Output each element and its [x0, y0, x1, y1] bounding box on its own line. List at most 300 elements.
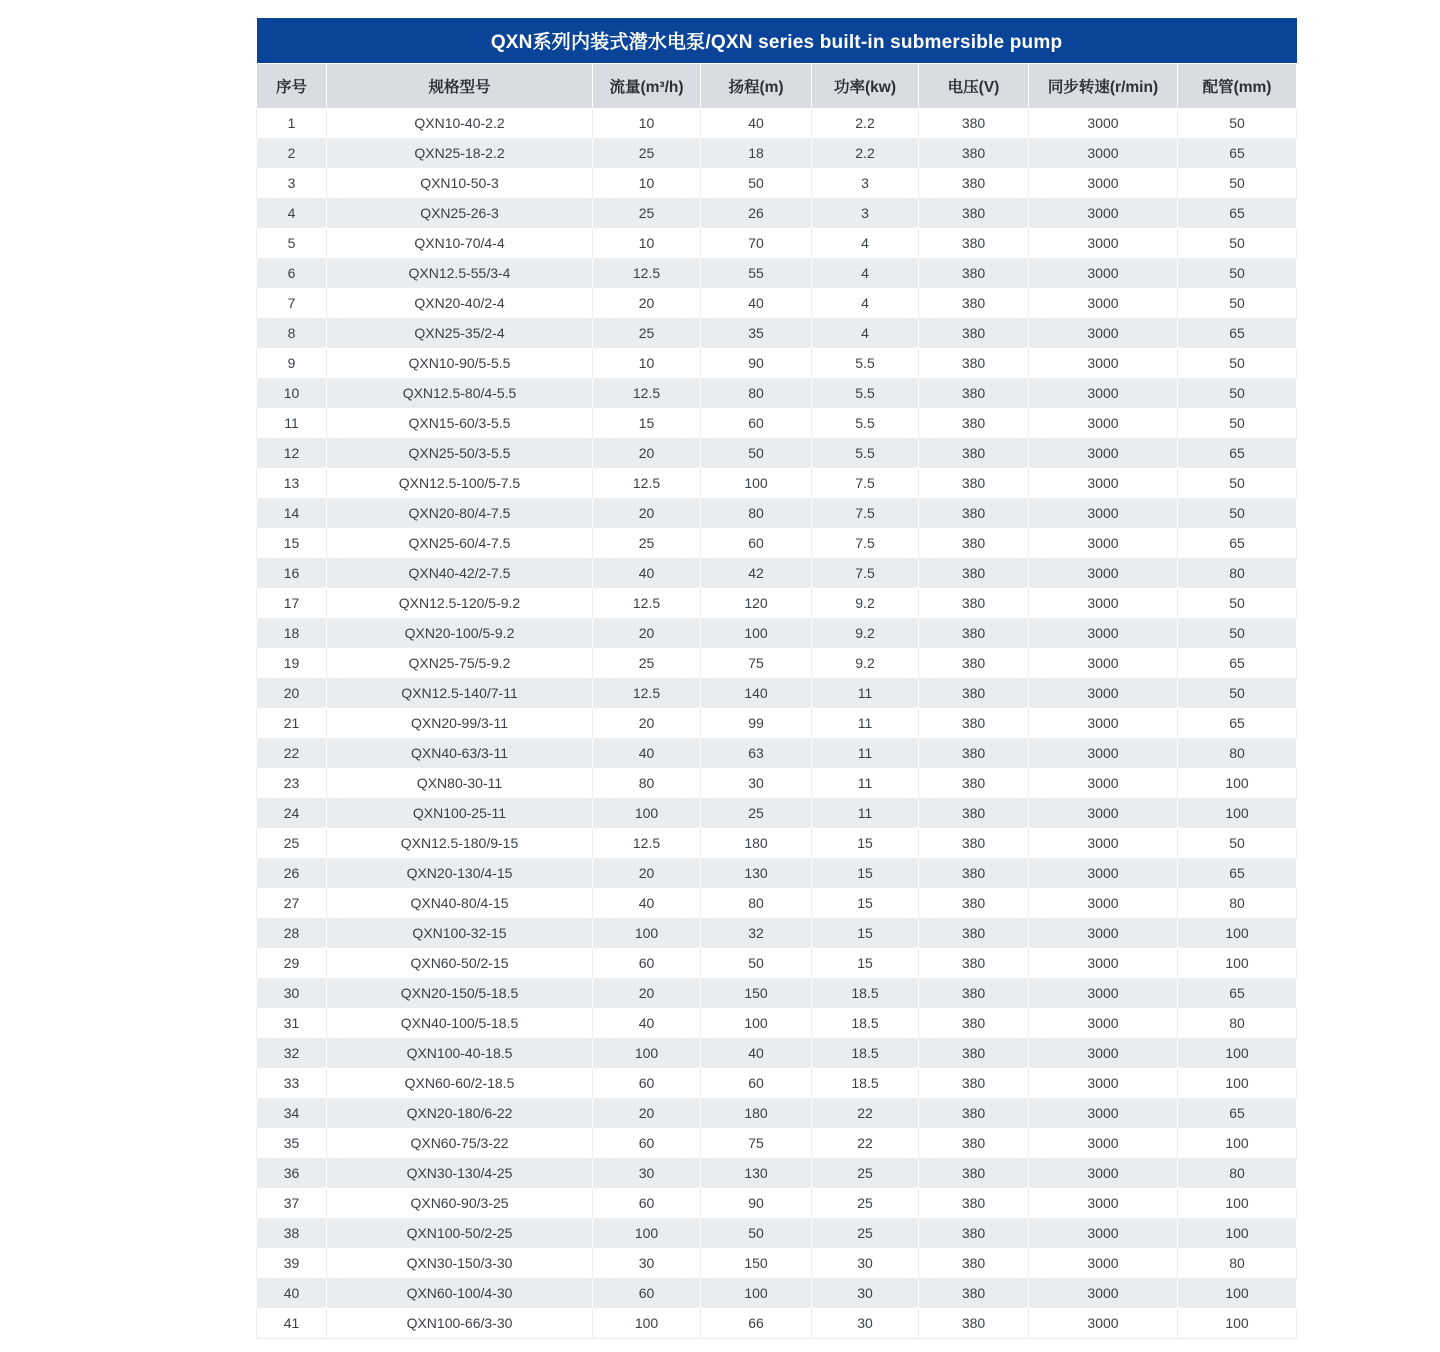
table-cell: QXN40-100/5-18.5: [327, 1008, 593, 1038]
table-cell: 10: [593, 168, 701, 198]
table-cell: 30: [257, 978, 327, 1008]
table-header-row: [257, 63, 1297, 108]
table-row: [257, 858, 1297, 888]
table-cell: QXN60-50/2-15: [327, 948, 593, 978]
table-cell: 80: [701, 498, 812, 528]
table-cell: 65: [1178, 198, 1297, 228]
table-cell: 380: [919, 288, 1029, 318]
column-header: 序号: [257, 63, 327, 108]
table-cell: 50: [1178, 378, 1297, 408]
table-cell: 65: [1178, 648, 1297, 678]
table-cell: 3000: [1029, 1068, 1178, 1098]
table-cell: 32: [257, 1038, 327, 1068]
table-cell: 3000: [1029, 168, 1178, 198]
table-row: [257, 288, 1297, 318]
table-cell: 80: [701, 888, 812, 918]
table-cell: 380: [919, 138, 1029, 168]
table-cell: 32: [701, 918, 812, 948]
table-cell: 50: [701, 168, 812, 198]
table-cell: 50: [1178, 618, 1297, 648]
table-cell: 50: [1178, 228, 1297, 258]
table-cell: 65: [1178, 708, 1297, 738]
table-row: [257, 888, 1297, 918]
table-cell: 75: [701, 648, 812, 678]
table-cell: 25: [593, 138, 701, 168]
table-cell: 3000: [1029, 228, 1178, 258]
table-cell: 20: [593, 498, 701, 528]
table-cell: QXN10-90/5-5.5: [327, 348, 593, 378]
table-row: [257, 378, 1297, 408]
table-cell: 50: [1178, 258, 1297, 288]
table-cell: 50: [701, 438, 812, 468]
table-cell: 26: [257, 858, 327, 888]
table-cell: 3000: [1029, 1008, 1178, 1038]
table-cell: 60: [593, 1068, 701, 1098]
table-cell: 380: [919, 798, 1029, 828]
table-cell: QXN100-66/3-30: [327, 1308, 593, 1338]
table-cell: 380: [919, 108, 1029, 138]
table-cell: QXN25-75/5-9.2: [327, 648, 593, 678]
table-cell: 80: [593, 768, 701, 798]
table-cell: QXN30-130/4-25: [327, 1158, 593, 1188]
table-row: [257, 1068, 1297, 1098]
table-cell: 50: [1178, 408, 1297, 438]
table-cell: QXN60-90/3-25: [327, 1188, 593, 1218]
table-cell: QXN10-50-3: [327, 168, 593, 198]
table-cell: 25: [812, 1158, 919, 1188]
table-cell: 31: [257, 1008, 327, 1038]
table-cell: 10: [257, 378, 327, 408]
table-cell: 3000: [1029, 1158, 1178, 1188]
table-cell: 22: [257, 738, 327, 768]
table-cell: QXN100-25-11: [327, 798, 593, 828]
table-cell: 100: [701, 1008, 812, 1038]
table-cell: 65: [1178, 978, 1297, 1008]
table-row: [257, 228, 1297, 258]
table-cell: 3000: [1029, 738, 1178, 768]
column-header: 扬程(m): [701, 63, 812, 108]
table-cell: 11: [812, 678, 919, 708]
table-cell: 3000: [1029, 798, 1178, 828]
table-cell: 180: [701, 828, 812, 858]
table-cell: 50: [1178, 468, 1297, 498]
table-cell: 11: [812, 708, 919, 738]
table-cell: 9.2: [812, 588, 919, 618]
table-cell: 380: [919, 348, 1029, 378]
table-cell: QXN20-180/6-22: [327, 1098, 593, 1128]
table-cell: 2.2: [812, 108, 919, 138]
table-cell: 18.5: [812, 1008, 919, 1038]
table-row: [257, 738, 1297, 768]
table-cell: 100: [593, 1038, 701, 1068]
table-cell: 380: [919, 768, 1029, 798]
table-row: [257, 168, 1297, 198]
table-cell: 90: [701, 1188, 812, 1218]
table-cell: 63: [701, 738, 812, 768]
table-cell: 20: [593, 438, 701, 468]
table-cell: 25: [257, 828, 327, 858]
table-cell: 3000: [1029, 138, 1178, 168]
pump-spec-table: [256, 18, 1297, 1339]
table-row: [257, 138, 1297, 168]
table-cell: QXN10-70/4-4: [327, 228, 593, 258]
table-cell: 3: [812, 198, 919, 228]
table-cell: 50: [1178, 678, 1297, 708]
table-cell: QXN60-100/4-30: [327, 1278, 593, 1308]
table-cell: 50: [701, 948, 812, 978]
table-cell: 5.5: [812, 348, 919, 378]
table-cell: 10: [593, 348, 701, 378]
table-cell: 380: [919, 1248, 1029, 1278]
table-cell: 30: [812, 1248, 919, 1278]
table-cell: 100: [1178, 1038, 1297, 1068]
table-cell: 380: [919, 498, 1029, 528]
table-cell: 40: [701, 108, 812, 138]
table-cell: 180: [701, 1098, 812, 1128]
table-cell: 15: [812, 828, 919, 858]
table-cell: 18: [257, 618, 327, 648]
table-cell: 9.2: [812, 648, 919, 678]
table-cell: 65: [1178, 528, 1297, 558]
table-cell: 65: [1178, 1098, 1297, 1128]
table-row: [257, 1158, 1297, 1188]
table-title: QXN系列内装式潜水电泵/QXN series built-in submersible pump: [257, 18, 1297, 63]
table-cell: 18.5: [812, 1038, 919, 1068]
table-cell: 3000: [1029, 558, 1178, 588]
table-cell: 20: [593, 288, 701, 318]
table-cell: QXN20-150/5-18.5: [327, 978, 593, 1008]
table-cell: 30: [593, 1158, 701, 1188]
table-cell: 18: [701, 138, 812, 168]
table-cell: 100: [1178, 768, 1297, 798]
table-cell: QXN20-99/3-11: [327, 708, 593, 738]
table-cell: QXN12.5-55/3-4: [327, 258, 593, 288]
table-cell: 7.5: [812, 558, 919, 588]
table-cell: 380: [919, 1308, 1029, 1338]
table-cell: 100: [1178, 1308, 1297, 1338]
table-cell: QXN15-60/3-5.5: [327, 408, 593, 438]
table-row: [257, 558, 1297, 588]
table-cell: 20: [593, 1098, 701, 1128]
table-cell: 24: [257, 798, 327, 828]
table-cell: QXN100-50/2-25: [327, 1218, 593, 1248]
table-row: [257, 1128, 1297, 1158]
table-cell: 380: [919, 168, 1029, 198]
table-cell: 15: [812, 948, 919, 978]
table-cell: 3000: [1029, 888, 1178, 918]
table-cell: 25: [812, 1218, 919, 1248]
table-cell: 60: [701, 1068, 812, 1098]
table-cell: 29: [257, 948, 327, 978]
table-row: [257, 1308, 1297, 1338]
table-cell: 40: [701, 1038, 812, 1068]
table-cell: 380: [919, 1158, 1029, 1188]
table-cell: 5.5: [812, 378, 919, 408]
table-row: [257, 798, 1297, 828]
table-cell: 100: [701, 618, 812, 648]
table-cell: 3000: [1029, 1188, 1178, 1218]
table-cell: 3000: [1029, 528, 1178, 558]
table-cell: 380: [919, 588, 1029, 618]
table-cell: 60: [593, 1128, 701, 1158]
table-cell: 380: [919, 1218, 1029, 1248]
table-cell: 10: [593, 228, 701, 258]
table-cell: 60: [593, 948, 701, 978]
table-cell: 380: [919, 828, 1029, 858]
table-cell: 2: [257, 138, 327, 168]
table-cell: 100: [1178, 1278, 1297, 1308]
table-cell: 3000: [1029, 708, 1178, 738]
table-row: [257, 588, 1297, 618]
table-cell: 380: [919, 978, 1029, 1008]
table-row: [257, 528, 1297, 558]
table-cell: 100: [1178, 1068, 1297, 1098]
table-cell: 27: [257, 888, 327, 918]
table-cell: 380: [919, 918, 1029, 948]
table-cell: QXN25-60/4-7.5: [327, 528, 593, 558]
table-cell: QXN12.5-140/7-11: [327, 678, 593, 708]
table-row: [257, 108, 1297, 138]
table-row: [257, 618, 1297, 648]
column-header: 同步转速(r/min): [1029, 63, 1178, 108]
table-cell: 3000: [1029, 408, 1178, 438]
table-row: [257, 408, 1297, 438]
table-cell: 3: [812, 168, 919, 198]
table-cell: QXN40-80/4-15: [327, 888, 593, 918]
table-cell: 380: [919, 708, 1029, 738]
table-cell: 3000: [1029, 1098, 1178, 1128]
table-cell: 20: [257, 678, 327, 708]
table-cell: 3000: [1029, 378, 1178, 408]
table-cell: 30: [812, 1278, 919, 1308]
table-cell: 3000: [1029, 918, 1178, 948]
table-cell: 20: [593, 858, 701, 888]
table-row: [257, 978, 1297, 1008]
table-cell: 34: [257, 1098, 327, 1128]
table-row: [257, 258, 1297, 288]
table-cell: 3000: [1029, 768, 1178, 798]
table-cell: QXN100-40-18.5: [327, 1038, 593, 1068]
table-cell: 2.2: [812, 138, 919, 168]
table-cell: 23: [257, 768, 327, 798]
table-cell: 50: [1178, 348, 1297, 378]
table-cell: 15: [812, 918, 919, 948]
table-cell: QXN12.5-80/4-5.5: [327, 378, 593, 408]
table-row: [257, 1218, 1297, 1248]
table-row: [257, 318, 1297, 348]
table-cell: 3000: [1029, 438, 1178, 468]
table-cell: 40: [701, 288, 812, 318]
table-cell: 3000: [1029, 648, 1178, 678]
table-row: [257, 1278, 1297, 1308]
table-row: [257, 1188, 1297, 1218]
table-cell: 33: [257, 1068, 327, 1098]
table-cell: 380: [919, 1098, 1029, 1128]
table-cell: 3000: [1029, 198, 1178, 228]
table-cell: QXN12.5-180/9-15: [327, 828, 593, 858]
table-cell: 20: [593, 708, 701, 738]
table-cell: 36: [257, 1158, 327, 1188]
table-cell: 1: [257, 108, 327, 138]
table-cell: 120: [701, 588, 812, 618]
table-cell: 35: [701, 318, 812, 348]
table-cell: 12.5: [593, 468, 701, 498]
table-cell: 12.5: [593, 258, 701, 288]
table-cell: 25: [593, 648, 701, 678]
table-cell: 5: [257, 228, 327, 258]
table-cell: 100: [1178, 1218, 1297, 1248]
table-row: [257, 1038, 1297, 1068]
table-cell: QXN20-130/4-15: [327, 858, 593, 888]
table-cell: 40: [593, 558, 701, 588]
table-cell: 8: [257, 318, 327, 348]
table-cell: 3000: [1029, 1038, 1178, 1068]
table-cell: 35: [257, 1128, 327, 1158]
table-cell: 150: [701, 978, 812, 1008]
table-row: [257, 918, 1297, 948]
table-cell: 38: [257, 1218, 327, 1248]
table-cell: 26: [701, 198, 812, 228]
table-cell: 4: [257, 198, 327, 228]
table-cell: 66: [701, 1308, 812, 1338]
table-cell: 380: [919, 198, 1029, 228]
table-cell: 5.5: [812, 438, 919, 468]
table-cell: QXN40-63/3-11: [327, 738, 593, 768]
table-cell: 380: [919, 1188, 1029, 1218]
table-cell: 380: [919, 678, 1029, 708]
table-cell: 3000: [1029, 318, 1178, 348]
table-cell: 40: [593, 888, 701, 918]
table-cell: 380: [919, 648, 1029, 678]
spec-table-container: [256, 18, 1296, 1339]
table-cell: 41: [257, 1308, 327, 1338]
table-cell: 50: [1178, 828, 1297, 858]
table-cell: 3000: [1029, 828, 1178, 858]
table-cell: QXN12.5-100/5-7.5: [327, 468, 593, 498]
table-cell: 12.5: [593, 378, 701, 408]
column-header: 规格型号: [327, 63, 593, 108]
table-cell: 50: [1178, 498, 1297, 528]
table-cell: 380: [919, 468, 1029, 498]
table-cell: 7.5: [812, 468, 919, 498]
table-cell: 11: [812, 768, 919, 798]
table-cell: 55: [701, 258, 812, 288]
table-cell: QXN25-35/2-4: [327, 318, 593, 348]
table-cell: 40: [593, 738, 701, 768]
table-cell: 65: [1178, 858, 1297, 888]
table-row: [257, 828, 1297, 858]
table-cell: QXN25-26-3: [327, 198, 593, 228]
table-cell: 9.2: [812, 618, 919, 648]
table-row: [257, 678, 1297, 708]
column-header: 配管(mm): [1178, 63, 1297, 108]
table-cell: 380: [919, 1128, 1029, 1158]
table-row: [257, 1248, 1297, 1278]
table-cell: 10: [593, 108, 701, 138]
table-cell: 380: [919, 378, 1029, 408]
table-cell: 21: [257, 708, 327, 738]
column-header: 功率(kw): [812, 63, 919, 108]
table-row: [257, 948, 1297, 978]
table-cell: 3000: [1029, 498, 1178, 528]
table-cell: 3000: [1029, 258, 1178, 288]
table-cell: 3000: [1029, 288, 1178, 318]
table-cell: 3000: [1029, 468, 1178, 498]
table-title-bar: [257, 18, 1297, 63]
table-cell: 380: [919, 318, 1029, 348]
table-cell: 15: [593, 408, 701, 438]
table-cell: 3000: [1029, 978, 1178, 1008]
table-row: [257, 648, 1297, 678]
table-row: [257, 1098, 1297, 1128]
table-cell: 100: [1178, 948, 1297, 978]
table-cell: 60: [701, 408, 812, 438]
table-row: [257, 768, 1297, 798]
table-cell: 3000: [1029, 1218, 1178, 1248]
table-cell: 140: [701, 678, 812, 708]
table-cell: 5.5: [812, 408, 919, 438]
table-cell: QXN25-18-2.2: [327, 138, 593, 168]
table-cell: 80: [701, 378, 812, 408]
table-cell: 50: [1178, 288, 1297, 318]
table-cell: 99: [701, 708, 812, 738]
table-cell: 11: [257, 408, 327, 438]
table-cell: 19: [257, 648, 327, 678]
table-cell: 14: [257, 498, 327, 528]
table-cell: 65: [1178, 138, 1297, 168]
table-cell: 3000: [1029, 858, 1178, 888]
table-cell: QXN60-60/2-18.5: [327, 1068, 593, 1098]
table-cell: 9: [257, 348, 327, 378]
table-cell: 80: [1178, 558, 1297, 588]
table-cell: 80: [1178, 1008, 1297, 1038]
table-cell: 100: [1178, 1188, 1297, 1218]
table-cell: 20: [593, 978, 701, 1008]
table-cell: 30: [701, 768, 812, 798]
table-cell: 80: [1178, 888, 1297, 918]
table-cell: 22: [812, 1128, 919, 1158]
table-cell: QXN10-40-2.2: [327, 108, 593, 138]
table-cell: QXN60-75/3-22: [327, 1128, 593, 1158]
table-cell: 22: [812, 1098, 919, 1128]
table-cell: 25: [593, 318, 701, 348]
table-cell: 50: [1178, 108, 1297, 138]
table-cell: 100: [593, 1218, 701, 1248]
table-cell: 80: [1178, 738, 1297, 768]
table-cell: 150: [701, 1248, 812, 1278]
column-header: 流量(m³/h): [593, 63, 701, 108]
table-cell: QXN20-80/4-7.5: [327, 498, 593, 528]
table-cell: 30: [593, 1248, 701, 1278]
table-cell: 380: [919, 408, 1029, 438]
table-row: [257, 438, 1297, 468]
table-cell: 15: [812, 858, 919, 888]
table-cell: 380: [919, 618, 1029, 648]
table-cell: 3000: [1029, 1278, 1178, 1308]
table-cell: 37: [257, 1188, 327, 1218]
table-cell: 130: [701, 858, 812, 888]
table-cell: QXN30-150/3-30: [327, 1248, 593, 1278]
table-cell: 100: [701, 468, 812, 498]
table-cell: 380: [919, 228, 1029, 258]
table-cell: 3000: [1029, 588, 1178, 618]
table-cell: 42: [701, 558, 812, 588]
table-cell: 30: [812, 1308, 919, 1338]
table-cell: 100: [1178, 1128, 1297, 1158]
table-cell: 100: [1178, 918, 1297, 948]
table-cell: 20: [593, 618, 701, 648]
table-cell: 7.5: [812, 498, 919, 528]
